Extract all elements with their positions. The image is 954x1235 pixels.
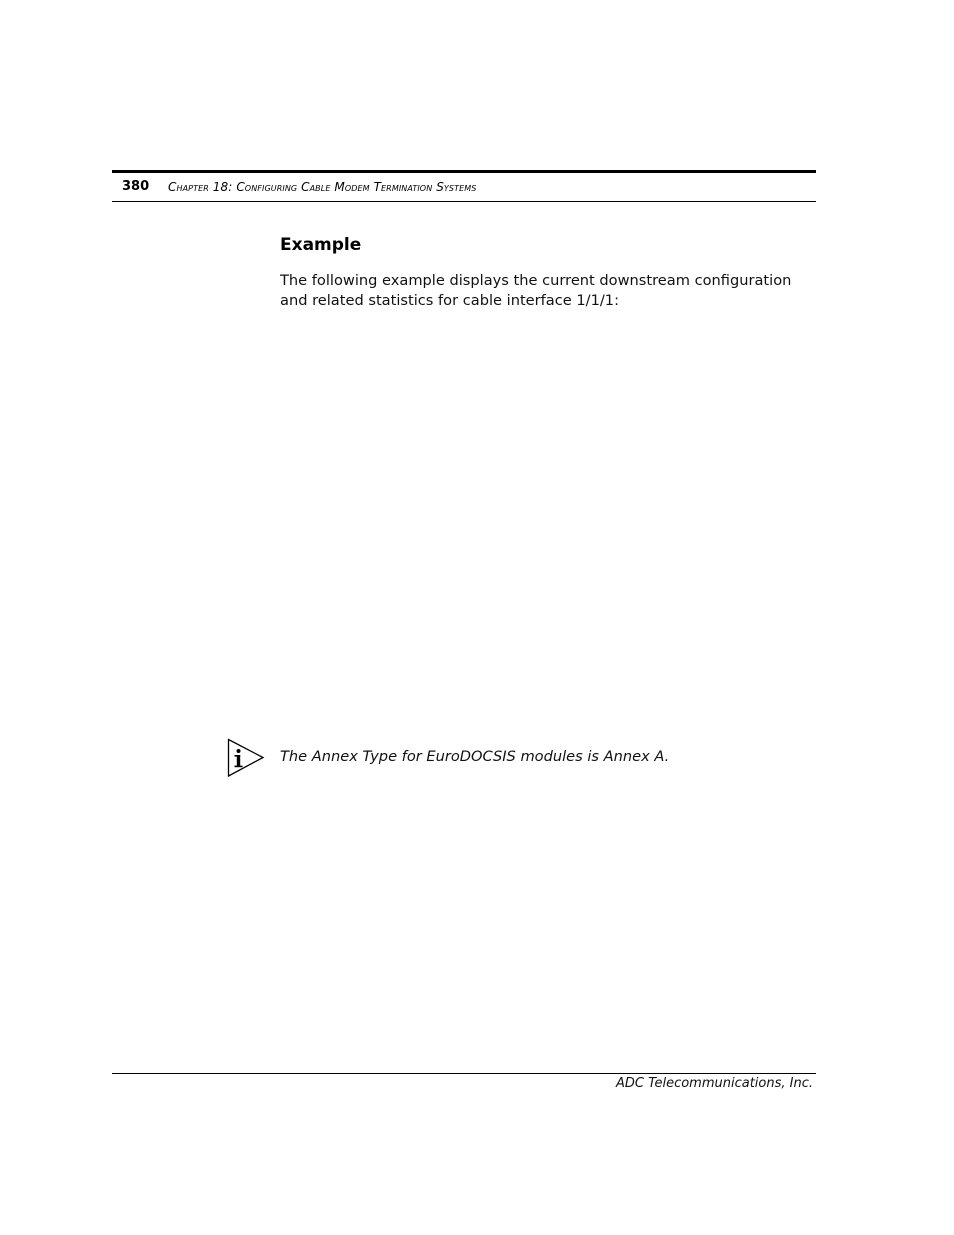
footer-company: ADC Telecommunications, Inc. [616, 1076, 813, 1091]
section-heading: Example [280, 235, 362, 255]
page-header [112, 178, 816, 196]
page-number: 380 [122, 179, 150, 194]
note-text: The Annex Type for EuroDOCSIS modules is Annex A. [280, 748, 670, 765]
body-paragraph: The following example displays the current downstream configuration and related statistics for cable interface 1/1/1: [280, 272, 792, 309]
header-top-rule [112, 170, 816, 173]
header-bottom-rule [112, 201, 816, 202]
running-chapter-title: Chapter 18: Configuring Cable Modem Termination Systems [168, 180, 477, 194]
info-icon [227, 738, 265, 778]
footer-rule [112, 1073, 816, 1074]
